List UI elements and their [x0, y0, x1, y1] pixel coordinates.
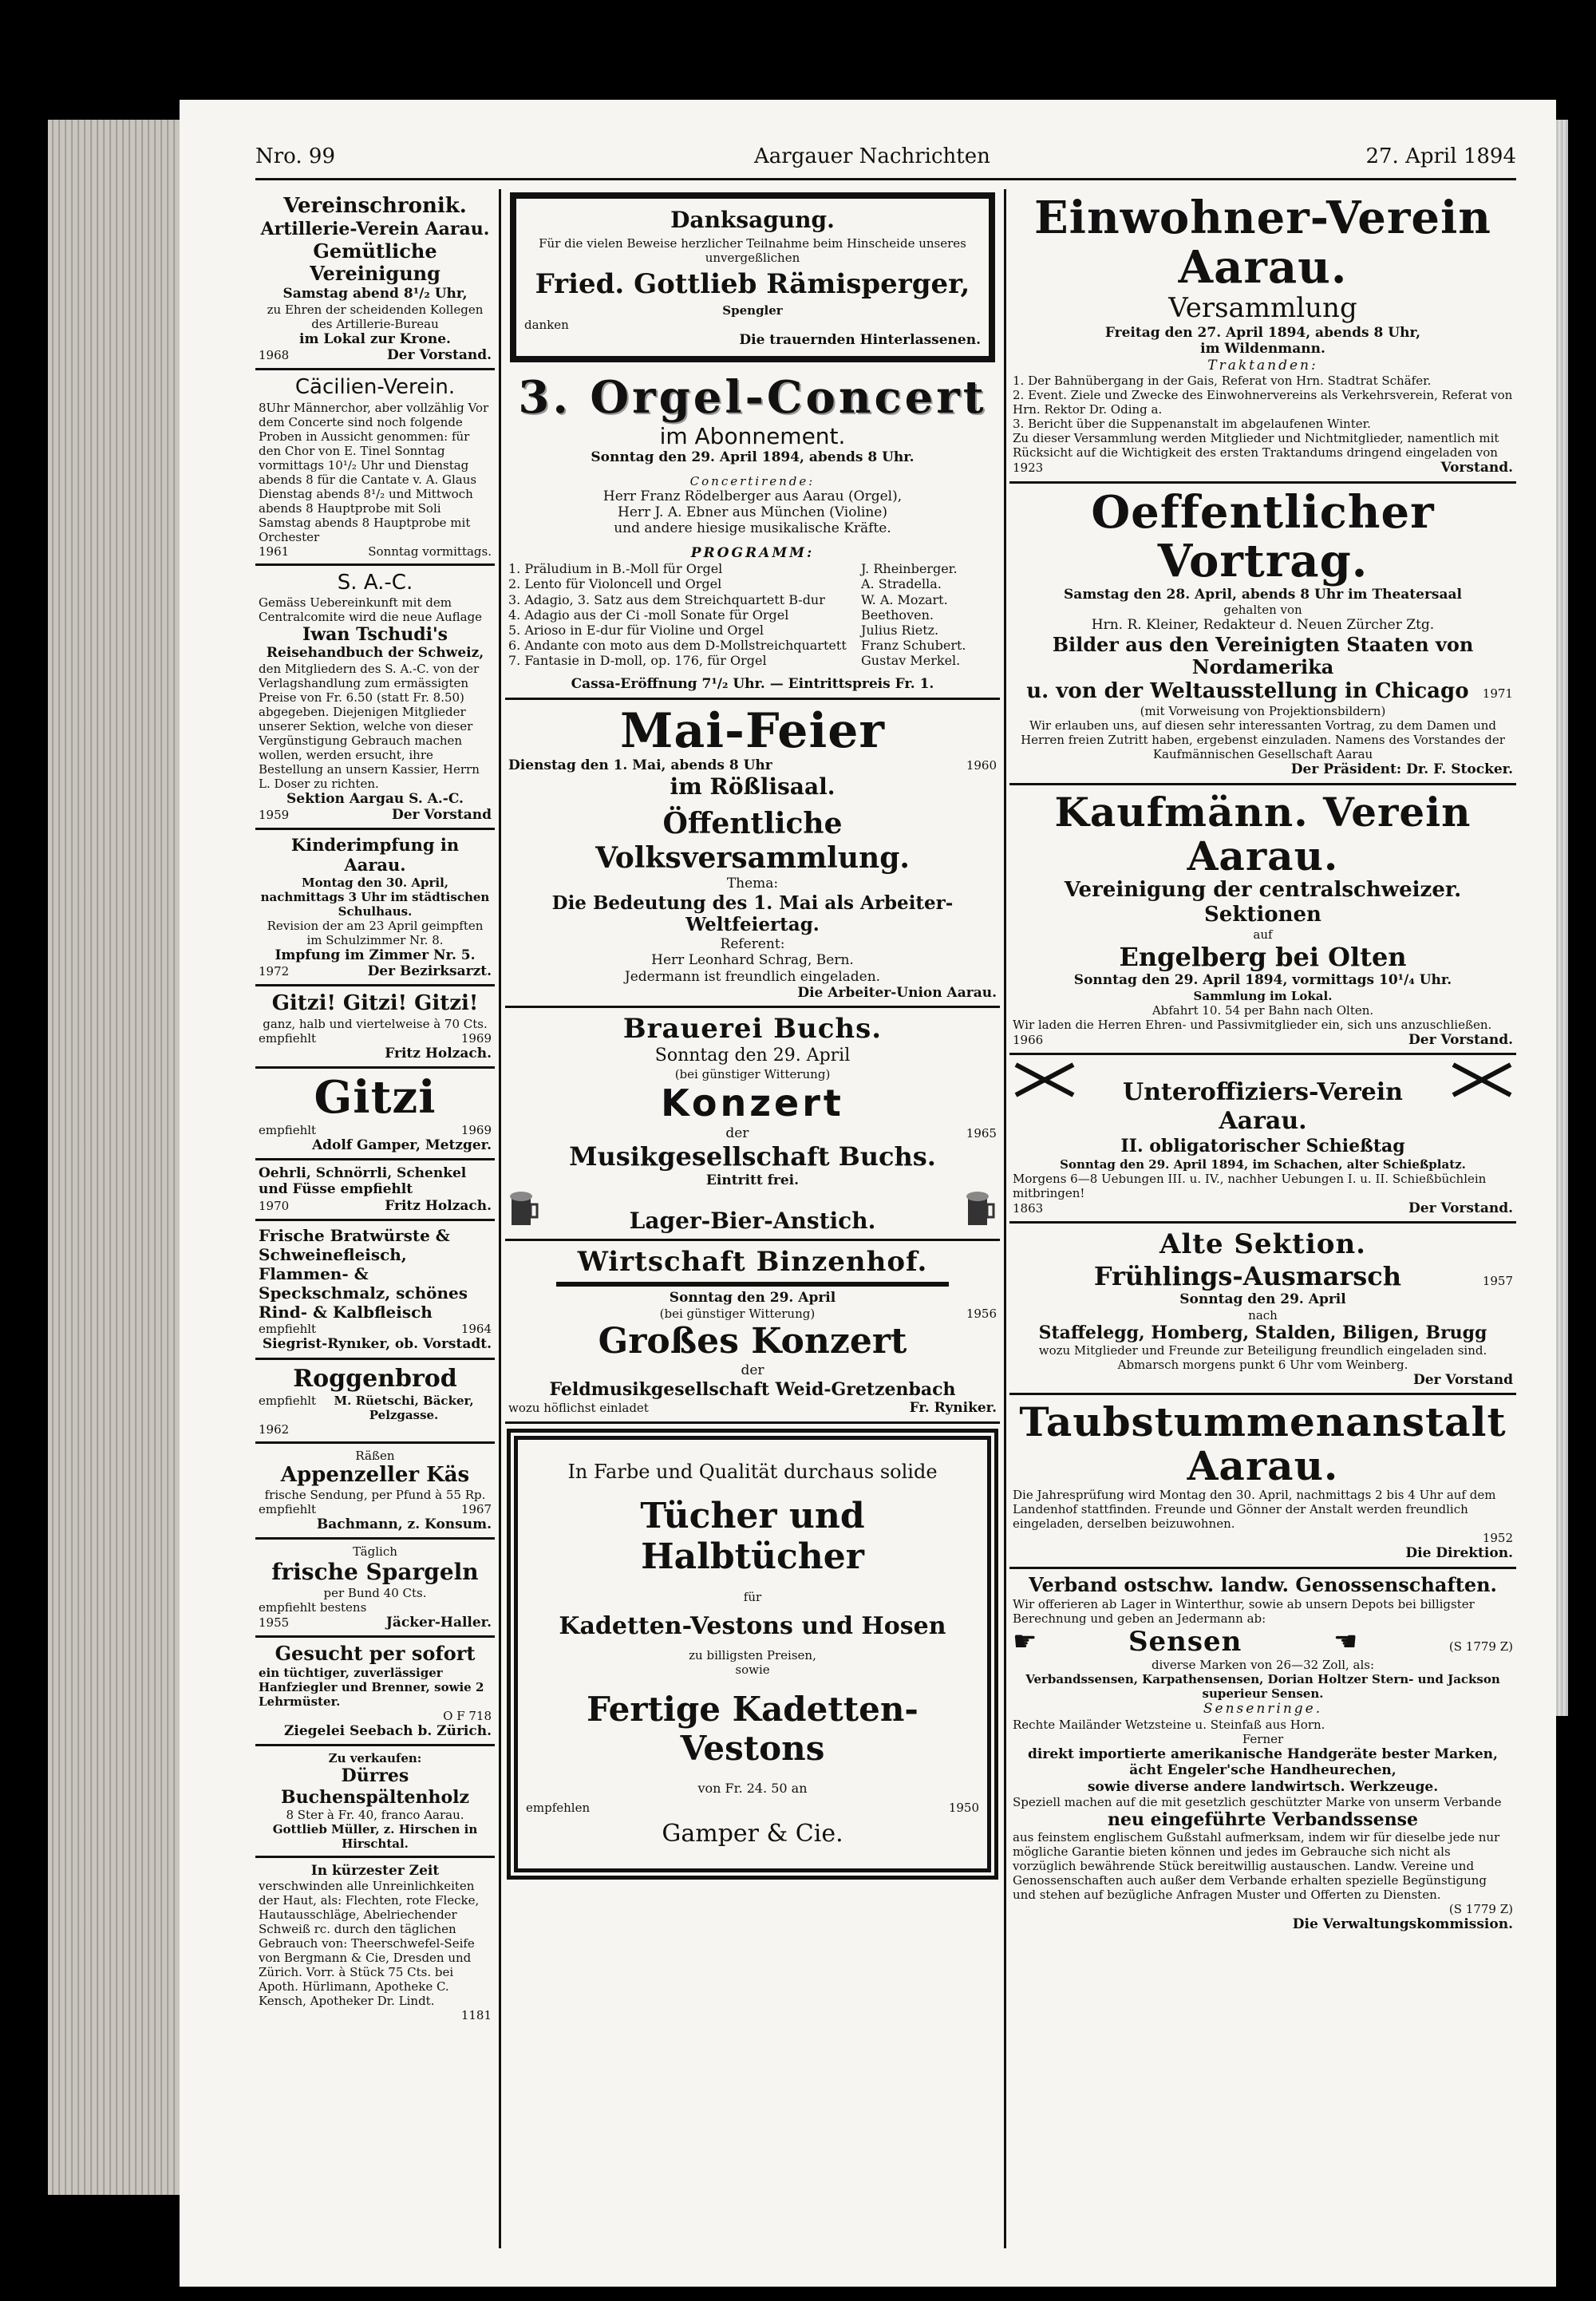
crossed-rifles-icon [1450, 1060, 1513, 1100]
ad-number: 1863 [1013, 1200, 1044, 1216]
ad-line: Samstag den 28. April, abends 8 Uhr im Theatersaal [1064, 586, 1462, 603]
ad-body: Wir laden die Herren Ehren- und Passivmitglieder ein, sich uns anzuschließen. [1013, 1017, 1492, 1032]
ad-number: 1957 [1482, 1273, 1513, 1288]
ad-gamper [507, 1429, 998, 1880]
ad-line: nach [1248, 1307, 1278, 1322]
ad-line: empfiehlt [259, 1393, 317, 1408]
ad-title: Roggenbrod [293, 1364, 457, 1393]
program-item: 3. Adagio, 3. Satz aus dem Streichquartett B-dur [508, 591, 825, 607]
ad-number: 1960 [966, 757, 997, 773]
ad-number: 1959 [259, 807, 290, 822]
ad-line: Dienstag den 1. Mai, abends 8 Uhr [508, 757, 772, 773]
ad-signature: Gamper & Cie. [662, 1819, 843, 1848]
ad-signature: Der Vorstand [391, 806, 492, 823]
ad-signature: Der Präsident: Dr. F. Stocker. [1290, 761, 1513, 778]
ad-line: Concertirende: [689, 473, 816, 488]
ad-line: empfiehlt [259, 1122, 317, 1137]
ad-line: der [741, 1362, 764, 1379]
ad-number: 1971 [1482, 686, 1513, 702]
ad-line: 3. Bericht über die Suppenanstalt im abgelaufenen Winter. [1013, 417, 1371, 432]
ad-vortrag [1009, 484, 1516, 785]
ad-line: direkt importierte amerikanische Handgeräte bester Marken, [1028, 1746, 1498, 1762]
ad-line: Versammlung [1168, 292, 1357, 325]
ad-signature: Fritz Holzach. [385, 1197, 492, 1214]
ad-number: 1966 [1013, 1032, 1044, 1047]
ad-kaes [255, 1444, 495, 1540]
ad-line: Abfahrt 10. 54 per Bahn nach Olten. [1152, 1002, 1374, 1018]
ad-line: empfiehlt [259, 1030, 317, 1046]
ad-line: auf [1253, 927, 1273, 943]
ad-title: Appenzeller Käs [280, 1462, 470, 1487]
ad-line: Engelberg bei Olten [1119, 942, 1407, 973]
page-header [255, 140, 1516, 180]
ad-number: 1950 [948, 1800, 979, 1815]
program-composer: Julius Rietz. [861, 622, 939, 638]
ad-line: Kadetten-Vestons und Hosen [559, 1611, 946, 1640]
ad-title: Einwohner-Verein Aarau. [1033, 192, 1492, 294]
ad-body: wozu Mitglieder und Freunde zur Beteiligung freundlich eingeladen sind. Abmarsch morgens punkt 6 Uhr vom Weinberg. [1038, 1342, 1487, 1372]
ad-line: Gemütliche Vereinigung [310, 239, 440, 286]
ad-line: per Bund 40 Cts. [323, 1585, 427, 1600]
ad-signature: Der Vorstand [1412, 1371, 1513, 1388]
ad-line: Tücher und Halbtücher [640, 1495, 865, 1577]
ad-title: Gesucht per sofort [275, 1642, 476, 1666]
ad-brauerei-buchs [505, 1008, 1000, 1241]
ad-title: Danksagung. [670, 207, 835, 233]
ad-number: 1962 [259, 1421, 290, 1437]
ad-signature: Die Direktion. [1405, 1545, 1513, 1562]
program-item: 7. Fantasie in D-moll, op. 176, für Orgel [508, 653, 767, 669]
ad-line: im Abonnement. [659, 422, 846, 449]
ad-line: Verbandssensen, Karpathensensen, Dorian Holtzer Stern- und Jackson superieur Sensen. [1025, 1672, 1500, 1702]
ad-sac [255, 566, 495, 831]
ad-line: Freitag den 27. April 1894, abends 8 Uhr, [1104, 324, 1421, 341]
ad-bratwuerste [255, 1221, 495, 1359]
ad-verband [1009, 1569, 1516, 1938]
ad-signature: M. Rüetschi, Bäcker, Pelzgasse. [334, 1393, 474, 1422]
ad-line: Herr Franz Rödelberger aus Aarau (Orgel), [602, 488, 903, 504]
ad-unteroffiziers-verein [1009, 1055, 1516, 1224]
ad-line: sowie diverse andere landwirtsch. Werkzeuge. [1087, 1778, 1439, 1795]
ad-number: (S 1779 Z) [1448, 1902, 1513, 1917]
ad-signature: Gottlieb Müller, z. Hirschen in Hirschtal. [272, 1822, 478, 1852]
ad-roggenbrod [255, 1360, 495, 1444]
ad-title: Mai-Feier [619, 702, 886, 759]
page-stack-left [48, 120, 184, 2195]
ad-title: Alte Sektion. [1159, 1228, 1367, 1261]
ad-danksagung [510, 192, 995, 362]
ad-line: Staffelegg, Homberg, Stalden, Biligen, Brugg [1038, 1322, 1487, 1343]
ad-line: neu eingeführte Verbandssense [1107, 1809, 1419, 1830]
ad-buchenholz [255, 1746, 495, 1858]
ad-einwohner-verein [1009, 189, 1516, 484]
ad-title: Gitzi [314, 1071, 437, 1125]
ad-name: Fried. Gottlieb Rämisperger, [535, 268, 970, 300]
ad-line: im Lokal zur Krone. [299, 330, 451, 347]
ad-signature: Vorstand. [1440, 460, 1513, 476]
ad-kaufmaennischer-verein [1009, 785, 1516, 1056]
ad-line: empfiehlt [259, 1322, 317, 1337]
ad-title: Verband ostschw. landw. Genossenschaften. [1029, 1572, 1497, 1596]
ad-body: 8Uhr Männerchor, aber vollzählig Vor dem Concerte sind noch folgende Proben in Aussicht genommen: für den Chor von E. Tinel Sonntag vormittags 10¹/₂ Uhr und Dienstag abends 8 für die Cantate v. A. Glaus Dienstag abends 8¹/₂ und Mittwoch abends 8 Hauptprobe mit Soli Samstag abends 8 Hauptprobe mit Orchester [259, 400, 489, 544]
beer-mug-icon [508, 1188, 540, 1228]
ad-line: 2. Event. Ziele und Zwecke des Einwohnervereins als Verkehrsverein, Referat von Hrn. Rektor Dr. Oding a. [1013, 388, 1513, 417]
ad-body: aus feinstem englischem Gußstahl aufmerksam, indem wir für dieselbe jede nur mögliche Garantie bieten können und jedes im Gebrauche sich nicht als vorzüglich bewährende Stück bereitwillig austauschen. Landw. Vereine und Genossenschaften auch außer dem Verbande erhalten spezielle Begünstigung und stehen auf bezügliche Anfragen Muster und Offerten zu Diensten. [1013, 1830, 1500, 1903]
program-item: 2. Lento für Violoncell und Orgel [508, 576, 722, 592]
ad-title: Vereinschronik. [283, 194, 467, 218]
ad-number: 1964 [460, 1322, 492, 1337]
program-item: 6. Andante con moto aus dem D-Mollstreichquartett [508, 638, 847, 654]
ad-line: 1. Der Bahnübergang in der Gais, Referat von Hrn. Stadtrat Schäfer. [1013, 374, 1432, 389]
program-composer: J. Rheinberger. [861, 561, 958, 577]
ad-line: (mit Vorweisung von Projektionsbildern) [1140, 704, 1386, 719]
ad-line: Montag den 30. April, nachmittags 3 Uhr im städtischen Schulhaus. [260, 875, 490, 919]
ad-line: Sonntag den 29. April 1894, vormittags 10¹/₄ Uhr. [1073, 972, 1452, 989]
ad-line: Rechte Mailänder Wetzsteine u. Steinfaß aus Horn. [1013, 1717, 1325, 1732]
ad-line: Speziell machen auf die mit gesetzlich geschützter Marke von unserm Verbande [1013, 1794, 1502, 1809]
ad-line: 8 Ster à Fr. 40, franco Aarau. [286, 1808, 464, 1823]
program-composer: W. A. Mozart. [861, 591, 948, 607]
ad-gitzi-1 [255, 986, 495, 1069]
ad-title: S. A.-C. [337, 570, 413, 595]
program-composer: Gustav Merkel. [861, 653, 961, 669]
ad-signature: Fr. Ryniker. [909, 1400, 997, 1417]
ad-spargeln [255, 1540, 495, 1638]
pointing-hand-icon: ☛ [1013, 1625, 1037, 1658]
ad-line: für [743, 1589, 762, 1604]
ad-line: Jedermann ist freundlich eingeladen. [624, 968, 881, 985]
ad-signature: Der Vorstand. [1408, 1200, 1513, 1216]
ad-line: Eintritt frei. [705, 1172, 800, 1188]
ad-title: Kaufmänn. Verein Aarau. [1054, 788, 1472, 880]
ad-title: Oehrli, Schnörrli, Schenkel und Füsse empfiehlt [259, 1165, 467, 1198]
ad-line: (bei günstiger Witterung) [659, 1306, 816, 1321]
ad-number: 1969 [460, 1122, 492, 1137]
ad-caecilien [255, 370, 495, 565]
ad-line: Ferner [1242, 1731, 1284, 1746]
ad-line: ein tüchtiger, zuverlässiger Hanfziegler und Brenner, sowie 2 Lehrmüster. [259, 1665, 484, 1709]
column-3 [1009, 189, 1516, 2240]
program-composer: Franz Schubert. [861, 638, 966, 654]
ad-line: Impfung im Zimmer Nr. 5. [275, 947, 476, 963]
ad-line: Samstag abend 8¹/₂ Uhr, [282, 286, 468, 302]
ad-line: empfiehlt bestens [259, 1599, 367, 1615]
ad-line: frische Sendung, per Pfund à 55 Rp. [264, 1487, 486, 1502]
ad-line: Vereinigung der centralschweizer. Sektionen [1064, 877, 1462, 927]
ad-signature: Bachmann, z. Konsum. [316, 1516, 492, 1532]
ad-title: Unteroffiziers-Verein Aarau. [1123, 1078, 1403, 1136]
ad-line: u. von der Weltausstellung in Chicago [1026, 679, 1469, 704]
ad-line: II. obligatorischer Schießtag [1120, 1136, 1405, 1157]
ad-title: Kinderimpfung in Aarau. [290, 835, 460, 876]
ad-body: verschwinden alle Unreinlichkeiten der Haut, als: Flechten, rote Flecke, Hautausschläge, Abelriechender Schweiß rc. durch den täglichen Gebrauch von: Theerschwefel-Seife von Bergmann & Cie, Dresden und Zürich. Vorr. à Stück 75 Cts. bei Apoth. Hürlimann, Apotheke C. Kensch, Apotheker Dr. Lindt. [259, 1879, 480, 2009]
newspaper-page [180, 100, 1556, 2287]
beer-mug-icon [965, 1188, 997, 1228]
column-rule [499, 189, 501, 2248]
ad-body: den Mitgliedern des S. A.-C. von der Verlagshandlung zum ermässigten Preise von Fr. 6.50 (statt Fr. 8.50) abgegeben. Diejenigen Mitglieder unserer Sektion, welche von dieser Vergünstigung Gebrauch machen wollen, werden ersucht, ihre Bestellung an unsern Kassier, Herrn L. Doser zu richten. [259, 661, 480, 791]
column-rule [1004, 189, 1006, 2248]
ad-line: Räßen [355, 1448, 395, 1463]
ad-number: 1955 [259, 1615, 290, 1630]
ad-line: Thema: [726, 876, 779, 892]
ad-line: Spengler [722, 303, 783, 318]
ad-line: zu billigsten Preisen, [689, 1647, 816, 1662]
ad-line: Herr J. A. Ebner aus München (Violine) [618, 504, 887, 520]
ad-line: Iwan Tschudi's [302, 623, 448, 645]
ad-line: im Wildenmann. [1200, 341, 1325, 358]
ad-line: Sensenringe. [1203, 1701, 1323, 1718]
ad-title: Brauerei Buchs. [622, 1013, 883, 1046]
pointing-hand-icon: ☚ [1333, 1625, 1358, 1658]
ad-signature: Adolf Gamper, Metzger. [311, 1137, 492, 1153]
ad-line: Traktanden: [1207, 357, 1318, 374]
ad-line: Öffentliche Volksversammlung. [595, 806, 910, 876]
ad-line: und andere hiesige musikalische Kräfte. [614, 520, 891, 537]
ad-body: Wir erlauben uns, auf diesen sehr interessanten Vortrag, zu dem Damen und Herren freien Zutritt haben, ergebenst einzuladen. Namens des Vorstandes der Kaufmännischen Gesellschaft Aarau [1021, 718, 1505, 762]
issue-date: 27. April 1894 [1365, 144, 1516, 168]
ad-line: Sonntag den 29. April 1894, im Schachen, alter Schießplatz. [1060, 1156, 1466, 1172]
ad-maifeier [505, 700, 1000, 1009]
ad-title: Gitzi! Gitzi! Gitzi! [271, 991, 479, 1016]
ad-body: Zu dieser Versammlung werden Mitglieder und Nichtmitglieder, namentlich mit Rücksicht auf die Wichtigkeit des ersten Traktandums dringend eingeladen von [1013, 431, 1499, 461]
ad-line: Artillerie-Verein Aarau. [260, 219, 490, 240]
ad-line: Lager-Bier-Anstich. [629, 1207, 876, 1234]
ad-number: 1952 [1482, 1531, 1513, 1546]
ad-body: Die Jahresprüfung wird Montag den 30. April, nachmittags 2 bis 4 Uhr auf dem Landenhof stattfinden. Freunde und Gönner der Anstalt werden freundlich eingeladen, derselben beizuwohnen. [1013, 1488, 1496, 1532]
ad-number: 1965 [966, 1125, 997, 1141]
ad-signature: Jäcker-Haller. [385, 1614, 492, 1631]
ad-line: Sonntag vormittags. [368, 544, 492, 559]
ad-line: Sensen [1128, 1625, 1242, 1658]
ad-line: Sonntag den 29. April [669, 1290, 836, 1307]
ad-line: danken [524, 318, 569, 332]
ad-number: 1972 [259, 964, 290, 979]
ad-seife [255, 1858, 495, 2027]
ad-number: 1968 [259, 347, 290, 362]
ad-title: Wirtschaft Binzenhof. [577, 1246, 928, 1279]
program-composer: Beethoven. [861, 607, 934, 623]
ad-title: Frische Bratwürste & Schweinefleisch, Flammen- & Speckschmalz, schönes Rind- & Kalbfleisch [259, 1226, 468, 1322]
ad-oehrli [255, 1160, 495, 1221]
ad-body: Wir offerieren ab Lager in Winterthur, sowie ab unsern Depots bei billigster Berechnung und geben an Jedermann ab: [1013, 1596, 1475, 1626]
ad-taubstummenanstalt [1009, 1395, 1516, 1568]
ad-line: Bilder aus den Vereinigten Staaten von Nordamerika [1052, 632, 1474, 679]
ad-number: 1181 [460, 2008, 492, 2023]
ad-title: Dürres Buchenspältenholz [280, 1765, 470, 1808]
ad-line: Reisehandbuch der Schweiz, [266, 645, 484, 662]
ad-line: diverse Marken von 26—32 Zoll, als: [1151, 1658, 1375, 1673]
program-title: PROGRAMM: [690, 544, 815, 561]
program-item: 1. Präludium in B.-Moll für Orgel [508, 561, 723, 577]
ad-line: wozu höflichst einladet [508, 1401, 649, 1416]
ad-line: Sonntag den 29. April [1179, 1291, 1346, 1308]
ad-line: In Farbe und Qualität durchaus solide [567, 1460, 938, 1483]
ad-line: Zu verkaufen: [328, 1751, 422, 1766]
ad-body: Morgens 6—8 Uebungen III. u. IV., nachher Uebungen I. u. II. Schießbüchlein mitbringen! [1013, 1171, 1487, 1200]
ad-line: Großes Konzert [598, 1320, 907, 1362]
divider [556, 1282, 949, 1287]
ad-signature: Die trauernden Hinterlassenen. [739, 332, 981, 348]
ad-binzenhof [505, 1241, 1000, 1423]
column-1 [255, 189, 495, 2240]
program-item: 4. Adagio aus der Ci -moll Sonate für Orgel [508, 607, 789, 623]
ad-kinderimpfung [255, 830, 495, 986]
ad-line: Referent: [720, 935, 785, 952]
ad-title: Taubstummenanstalt Aarau. [1019, 1398, 1507, 1490]
ad-number: 1970 [259, 1198, 290, 1213]
ad-line: im Rößlisaal. [670, 773, 836, 801]
program-composer: A. Stradella. [861, 576, 942, 592]
ad-line: Cassa-Eröffnung 7¹/₂ Uhr. — Eintrittspreis Fr. 1. [571, 676, 934, 693]
ad-signature: Der Vorstand. [387, 346, 492, 363]
crossed-rifles-icon [1013, 1060, 1076, 1100]
ad-line: sowie [735, 1662, 770, 1677]
program-list [508, 561, 997, 668]
ad-gitzi-2 [255, 1069, 495, 1160]
ad-line: Sektion Aargau S. A.-C. [286, 790, 464, 807]
ad-title: frische Spargeln [271, 1559, 479, 1586]
ad-signature: Der Bezirksarzt. [367, 963, 492, 980]
ad-signature: Ziegelei Seebach b. Zürich. [283, 1722, 492, 1739]
ad-line: Für die vielen Beweise herzlicher Teilnahme beim Hinscheide unseres unvergeßlichen [539, 236, 966, 265]
ad-line: Frühlings-Ausmarsch [1093, 1260, 1401, 1291]
ad-line: der [725, 1125, 749, 1141]
ad-alte-sektion [1009, 1224, 1516, 1395]
ad-number: (S 1779 Z) [1448, 1639, 1513, 1654]
ad-number: O F 718 [443, 1708, 492, 1723]
ad-signature: Fritz Holzach. [385, 1045, 492, 1062]
ad-title: 3. Orgel-Concert [518, 371, 987, 424]
ad-line: ächt Engeler'sche Handheurechen, [1129, 1762, 1396, 1779]
ad-line: (bei günstiger Witterung) [674, 1066, 831, 1081]
ad-body: Gemäss Uebereinkunft mit dem Centralcomite wird die neue Auflage [259, 595, 483, 624]
ad-signature: Siegrist-Rynıker, ob. Vorstadt. [262, 1336, 492, 1353]
ad-line: Feldmusikgesellschaft Weid-Gretzenbach [549, 1378, 956, 1400]
ad-line: Sonntag den 29. April 1894, abends 8 Uhr. [591, 449, 915, 466]
ad-number: 1969 [460, 1030, 492, 1046]
ad-number: 1961 [259, 544, 290, 559]
ad-line: Hrn. R. Kleiner, Redakteur d. Neuen Zürcher Ztg. [1091, 617, 1435, 634]
ad-orgel-concert [505, 369, 1000, 700]
ad-line: Fertige Kadetten-Vestons [587, 1689, 918, 1768]
ad-signature: Die Arbeiter-Union Aarau. [797, 984, 997, 1001]
ad-title: In kürzester Zeit [310, 1863, 440, 1880]
issue-number: Nro. 99 [255, 144, 335, 168]
ad-line: Sammlung im Lokal. [1193, 988, 1333, 1003]
ad-gesucht [255, 1638, 495, 1746]
ad-line: Revision der am 23 April geimpften im Schulzimmer Nr. 8. [267, 918, 484, 947]
ad-line: empfehlen [526, 1800, 591, 1815]
ad-line: Die Bedeutung des 1. Mai als Arbeiter-Weltfeiertag. [551, 892, 954, 936]
ad-line: von Fr. 24. 50 an [697, 1780, 808, 1796]
ad-line: Täglich [353, 1544, 397, 1560]
ad-title: Oeffentlicher Vortrag. [1091, 485, 1435, 588]
ad-signature: Die Verwaltungskommission. [1292, 1916, 1513, 1933]
ad-line: ganz, halb und viertelweise à 70 Cts. [263, 1016, 488, 1031]
ad-line: empfiehlt [259, 1501, 317, 1516]
program-item: 5. Arioso in E-dur für Violine und Orgel [508, 622, 764, 638]
ad-line: Sonntag den 29. April [654, 1046, 851, 1066]
ad-title: Cäcilien-Verein. [294, 375, 456, 400]
ad-number: 1923 [1013, 461, 1044, 476]
newspaper-title: Aargauer Nachrichten [754, 144, 990, 168]
column-2 [505, 189, 1000, 2240]
ad-line: Musikgesellschaft Buchs. [569, 1141, 936, 1172]
ad-line: Konzert [661, 1081, 844, 1125]
ad-line: gehalten von [1223, 603, 1302, 618]
ad-line: Herr Leonhard Schrag, Bern. [651, 952, 854, 969]
ad-number: 1967 [460, 1501, 492, 1516]
ad-line: zu Ehren der scheidenden Kollegen des Artillerie-Bureau [267, 302, 484, 331]
ad-signature: Der Vorstand. [1408, 1031, 1513, 1048]
ad-vereinschronik [255, 189, 495, 370]
ad-number: 1956 [966, 1306, 997, 1321]
